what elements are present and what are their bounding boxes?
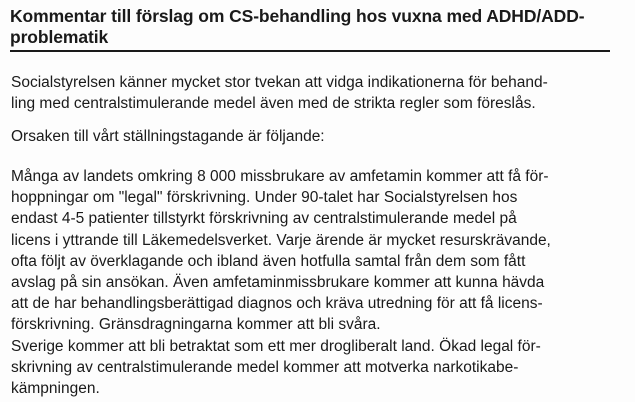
text-line: kämpningen. xyxy=(11,380,100,398)
text-line: avslag på sin ansökan. Även amfetaminmissbrukare kommer att kunna hävda xyxy=(11,274,545,292)
paragraph-main-argument xyxy=(11,166,631,336)
text-line: hoppningar om "legal" förskrivning. Under 90-talet har Socialstyrelsen hos xyxy=(11,189,518,207)
title-line: problematik xyxy=(10,27,109,47)
text-line: endast 4-5 patienter tillstyrkt förskrivning av centralstimulerande medel på xyxy=(11,210,517,228)
paragraph-intro xyxy=(11,72,631,114)
title-line: Kommentar till förslag om CS-behandling hos vuxna med ADHD/ADD- xyxy=(10,6,585,26)
text-line: att de har behandlingsberättigad diagnos och kräva utredning för att få licens- xyxy=(11,295,543,313)
paragraph-reason-heading xyxy=(11,126,631,147)
text-line: ling med centralstimulerande medel även med de strikta regler som föreslås. xyxy=(11,95,536,113)
text-line: Orsaken till vårt ställningstagande är följande: xyxy=(11,128,325,145)
text-line: licens i yttrande till Läkemedelsverket. Varje ärende är mycket resurskrävande, xyxy=(11,231,551,249)
text-line: skrivning av centralstimulerande medel kommer att motverka narkotikabe- xyxy=(11,359,519,377)
text-line: ofta följt av överklagande och ibland även hotfulla samtal från dem som fått xyxy=(11,252,526,270)
text-line: Sverige kommer att bli betraktat som ett mer drogliberalt land. Ökad legal för- xyxy=(11,338,541,355)
paragraph-conclusion xyxy=(11,336,631,400)
text-line: Socialstyrelsen känner mycket stor tvekan att vidga indikationerna för behand- xyxy=(11,74,548,91)
text-line: förskrivning. Gränsdragningarna kommer att bli svåra. xyxy=(11,316,381,334)
text-line: Många av landets omkring 8 000 missbrukare av amfetamin kommer att få för- xyxy=(11,168,549,185)
document-title xyxy=(10,6,610,52)
